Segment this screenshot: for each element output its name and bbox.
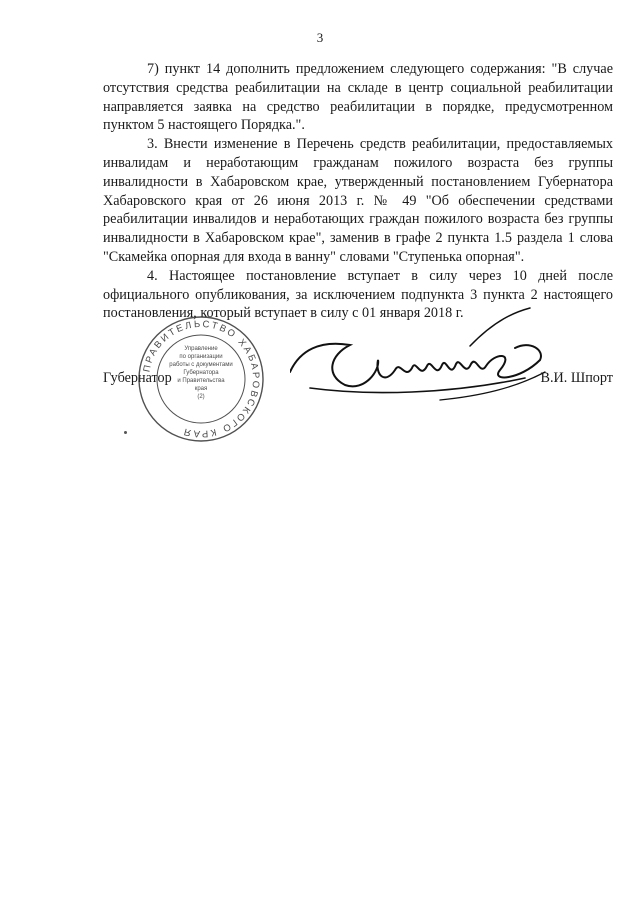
signatory-name: В.И. Шпорт [540,370,613,386]
handwritten-signature [290,300,550,410]
official-seal [136,314,266,444]
seal-inner-line: Управление [184,346,218,352]
seal-inner-line: края [194,386,208,392]
signature-graphic [290,300,550,410]
document-body [103,60,613,323]
seal-inner-line: работы с документами [169,362,233,368]
seal-inner-line: Губернатора [183,370,219,376]
paragraph-section-3: 3. Внести изменение в Перечень средств реабилитации, предоставляемых инвалидам и неработающим гражданам пожилого возраста без группы инвалидности в Хабаровском крае, утвержденный постановлением Губернатора Хабаровского края от 26 июня 2013 г. № 49 "Об обеспечении средствами реабилитации инвалидов и неработающих граждан пожилого возраста без группы инвалидности в Хабаровском крае", заменив в графе 2 пункта 1.5 раздела 1 слова "Скамейка опорная для входа в ванну" словами "Ступенька опорная". [103,136,613,265]
page-number: 3 [316,30,324,45]
seal-graphic [136,314,266,444]
seal-inner-line: по организации [179,354,223,360]
seal-inner-line: (2) [197,394,205,400]
scan-speck [124,431,127,434]
seal-outer-text: ПРАВИТЕЛЬСТВО ХАБАРОВСКОГО КРАЯ [141,318,262,440]
seal-inner-line: и Правительства [177,378,225,384]
paragraph-section-4: 4. Настоящее постановление вступает в силу через 10 дней после официального опубликования, за исключением подпункта 3 пункта 2 настоящего постановления, который вступает в силу с 01 января 2018 г. [103,267,613,322]
paragraph-item-7: 7) пункт 14 дополнить предложением следующего содержания: "В случае отсутствия средства реабилитации на складе в центр социальной реабилитации направляется заявка на средство реабилитации в порядке, предусмотренном пунктом 5 настоящего Порядка.". [103,61,613,134]
signatory-title: Губернатор [103,370,172,386]
